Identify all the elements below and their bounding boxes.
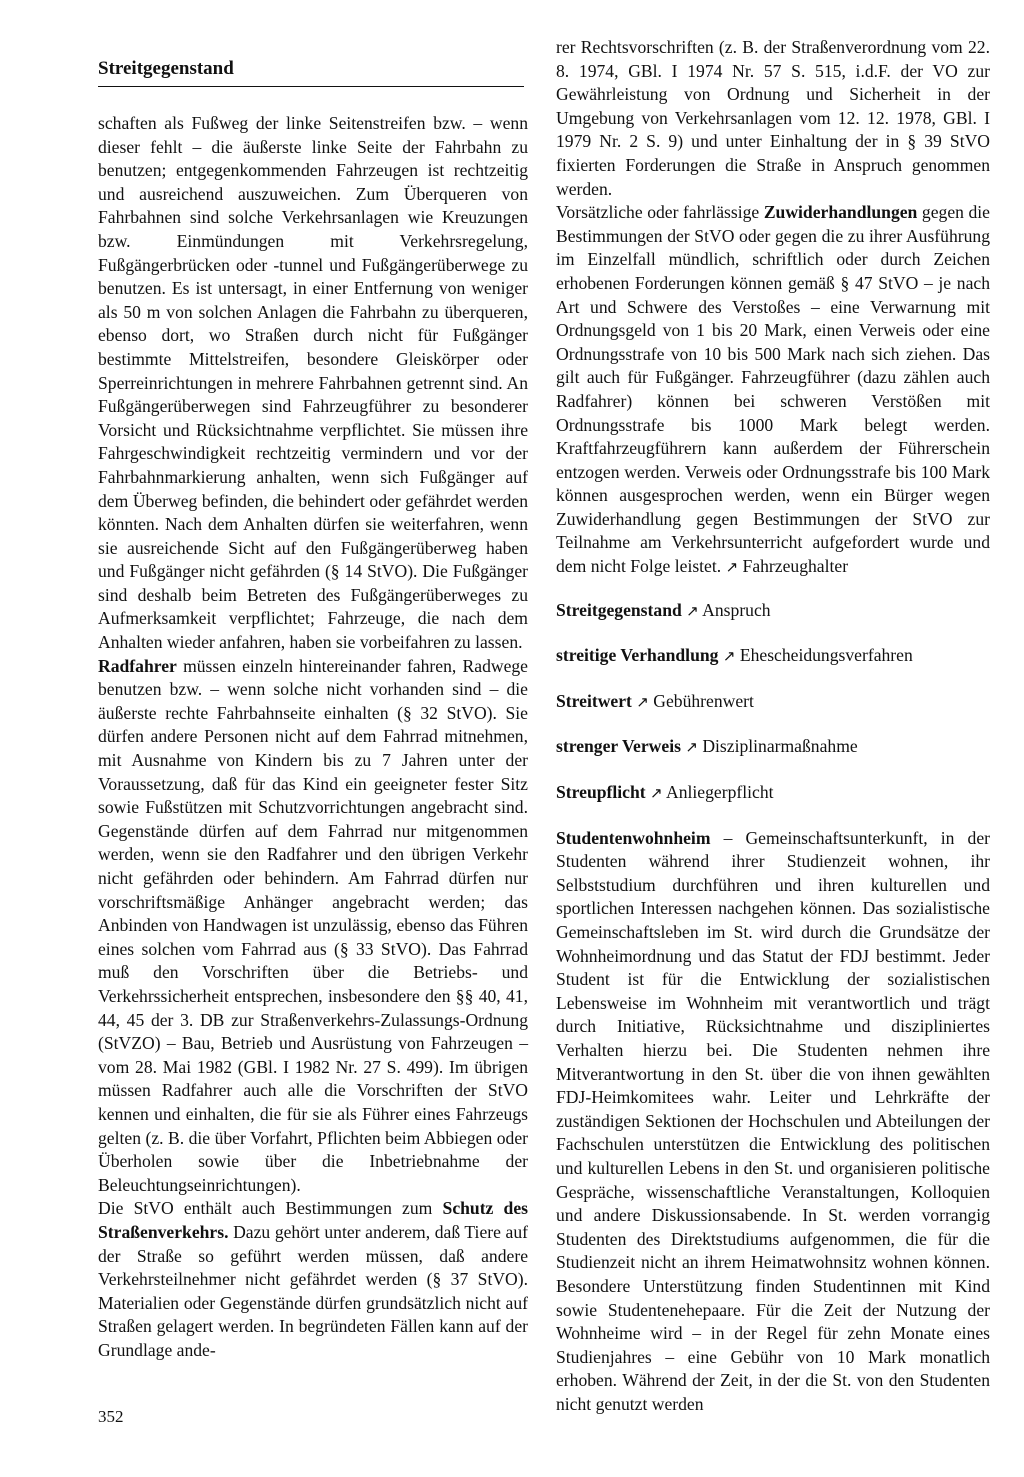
term-radfahrer: Radfahrer [98,655,177,676]
entry-strenger-verweis [556,735,990,760]
cross-reference-arrow-icon: ↗ [686,601,699,620]
term-schutz-des-strassenverkehrs: Schutz des Straßenverkehrs. [98,1198,528,1242]
cross-reference-arrow-icon: ↗ [685,738,698,757]
paragraph-pedestrians: schaften als Fußweg der linke Seitenstreifen bzw. – wenn dieser fehlt – die äußerste linke Seite der Fahrbahn zu benutzen; entgegenkommenden Fahrzeugen ist rechtzeitig und ausreichend auszuweichen. Zum Überqueren von Fahrbahnen sind solche Verkehrsanlagen wie Kreuzungen bzw. Einmündungen mit Verkehrsregelung, Fußgängerbrücken oder -tunnel und Fußgängerüberwege zu benutzen. Es ist untersagt, in einer Entfernung von weniger als 50 m von solchen Anlagen die Fahrbahn zu überqueren, ebenso dort, wo Straßen durch nicht für Fußgänger bestimmte Mittelstreifen, besondere Gleiskörper oder Sperreinrichtungen in mehrere Fahrbahnen getrennt sind. An Fußgängerüberwegen sind Fahrzeugführer zu besonderer Vorsicht und Rücksichtnahme verpflichtet. Sie müssen ihre Fahrgeschwindigkeit rechtzeitig vermindern und vor der Fahrbahnmarkierung anhalten, wenn sich Fußgänger auf dem Überweg befinden, die behindert oder gefährdet werden könnten. Nach dem Anhalten dürfen sie weiterfahren, wenn sie ausreichende Sicht auf den Fußgängerüberweg haben und Fußgänger nicht gefährden (§ 14 StVO). Die Fußgänger sind deshalb beim Betreten des Fußgängerüberweges zu Aufmerksamkeit verpflichtet; Fahrzeuge, die nach dem Anhalten wieder anfahren, haben sie vorbeifahren zu lassen. [98,113,528,653]
cross-reference-arrow-icon: ↗ [650,784,663,803]
cross-reference-link[interactable]: Gebührenwert [648,690,754,711]
right-column [556,36,990,1416]
entry-streitige-verhandlung [556,644,990,669]
paragraph-traffic-protection [98,1197,528,1362]
term-zuwiderhandlungen: Zuwiderhandlungen [763,202,918,223]
entry-streupflicht [556,781,990,806]
cross-reference-link[interactable]: Anliegerpflicht [662,782,774,803]
page-number: 352 [98,1407,124,1426]
cross-reference-link[interactable]: Anspruch [698,599,771,620]
paragraph-text: Die StVO enthält auch Bestimmungen zum [98,1198,443,1219]
paragraph-cyclists [98,655,528,1198]
cross-reference-link[interactable]: Disziplinarmaßnahme [697,736,858,757]
header-rule [98,86,524,87]
entry-term: Streupflicht [556,782,646,803]
paragraph-text: – Gemeinschaftsunterkunft, in der Studenten während ihrer Studienzeit wohnen, ihr Selbststudium durchführen und ihren kulturellen und sportlichen Interessen nachgehen können. Das sozialistische Gemeinschaftsleben im St. wird durch die Grundsätze der Wohnheimordnung und das Statut der FDJ bestimmt. Jeder Student ist für die Entwicklung der sozialistischen Lebensweise im Wohnheim mit verantwortlich und trägt durch Initiative, Rücksichtnahme und diszipliniertes Verhalten hierzu bei. Die Studenten nehmen ihre Mitverantwortung in den St. über die von ihnen gewählten FDJ-Heimkomitees wahr. Leiter und Lehrkräfte der zuständigen Sektionen der Hochschulen und Abteilungen der Fachschulen unterstützen die Entwicklung des politischen und kulturellen Lebens in den St. und organisieren politische Gespräche, wissenschaftliche Veranstaltungen, Kolloquien und andere Diskussionsabende. In St. werden vorrangig Studenten des Direktstudiums aufgenommen, die für die Studienzeit nicht an ihrem Heimatwohnsitz wohnen können. Besondere Unterstützung finden Studentinnen mit Kind sowie Studentenehepaare. Für die Zeit der Nutzung der Wohnheime wird – in der Regel für zehn Monate eines Studienjahres – eine Gebühr von 10 Mark monatlich erhoben. Während der Zeit, in der die St. von den Studenten nicht genutzt werden [556,827,990,1414]
cross-reference-arrow-icon: ↗ [725,558,739,577]
entry-streitwert [556,690,990,715]
paragraph-text: Vorsätzliche oder fahrlässige [556,202,764,223]
cross-reference-arrow-icon: ↗ [722,647,736,666]
cross-reference-arrow-icon: ↗ [636,692,649,711]
paragraph-continuation: rer Rechtsvorschriften (z. B. der Straßenverordnung vom 22. 8. 1974, GBl. I 1974 Nr. 57 S. 515, i.d.F. der VO zur Gewährleistung von Ordnung und Sicherheit in der Umgebung von Verkehrsanlagen vom 12. 12. 1978, GBl. I 1979 Nr. 2 S. 9) und unter Einhaltung der in § 39 StVO fixierten Forderungen die Straße in Anspruch genommen werden. [556,37,990,199]
left-column [98,112,528,1362]
running-header: Streitgegenstand [98,58,234,79]
entry-term: Streitgegenstand [556,599,682,620]
paragraph-violations [556,201,990,580]
cross-reference-link[interactable]: Ehescheidungsverfahren [735,645,913,666]
entry-term: streitige Verhandlung [556,645,719,666]
paragraph-text: Dazu gehört unter anderem, daß Tiere auf der Straße so geführt werden müssen, daß andere Verkehrsteilnehmer nicht gefährdet werden (§ 37 StVO). Materialien oder Gegenstände dürfen grundsätzlich nicht auf Straßen gelagert werden. In begründeten Fällen kann auf der Grundlage ande- [98,1221,528,1360]
entry-studentenwohnheim [556,827,990,1417]
cross-reference-link[interactable]: Fahrzeughalter [738,556,849,577]
paragraph-text: gegen die Bestimmungen der StVO oder gegen die zu ihrer Ausführung im Einzelfall mündlich, schriftlich oder durch Zeichen erhobenen Forderungen können gemäß § 47 StVO – je nach Art und Schwere des Verstoßes – eine Verwarnung mit Ordnungsgeld von 1 bis 20 Mark, einen Verweis oder eine Ordnungsstrafe von 10 bis 500 Mark nach sich ziehen. Das gilt auch für Fußgänger. Fahrzeugführer (dazu zählen auch Radfahrer) können bei schweren Verstößen mit Ordnungsstrafe bis 1000 Mark belegt werden. Kraftfahrzeugführern kann außerdem der Führerschein entzogen werden. Verweis oder Ordnungsstrafe bis 100 Mark können ausgesprochen werden, wenn ein Bürger wegen Zuwiderhandlung gegen Bestimmungen der StVO zur Teilnahme am Verkehrsunterricht aufgefordert wurde und dem nicht Folge leistet. [556,202,990,577]
entry-term: Studentenwohnheim [556,827,711,848]
entry-streitgegenstand [556,599,990,624]
entry-term: Streitwert [556,690,632,711]
paragraph-text: müssen einzeln hintereinander fahren, Radwege benutzen bzw. – wenn solche nicht vorhanden sind – die äußerste rechte Fahrbahnseite einhalten (§ 32 StVO). Sie dürfen andere Personen nicht auf dem Fahrrad mitnehmen, mit Ausnahme von Kindern bis zu 7 Jahren unter der Voraussetzung, daß für das Kind ein geeigneter fester Sitz sowie Fußstützen mit Schutzvorrichtungen angebracht sind. Gegenstände dürfen auf dem Fahrrad nur mitgenommen werden, wenn sie den Radfahrer und den übrigen Verkehr nicht gefährden oder behindern. Am Fahrrad dürfen nur vorschriftsmäßige Anhänger angebracht werden; das Anbinden von Handwagen ist unzulässig, ebenso das Führen eines solchen vom Fahrrad aus (§ 33 StVO). Das Fahrrad muß den Vorschriften über die Betriebs- und Verkehrssicherheit entsprechen, insbesondere den §§ 40, 41, 44, 45 der 3. DB zur Straßenverkehrs-Zulassungs-Ordnung (StVZO) – Bau, Betrieb und Ausrüstung von Fahrzeugen – vom 28. Mai 1982 (GBl. I 1982 Nr. 27 S. 499). Im übrigen müssen Radfahrer auch alle die Vorschriften der StVO kennen und einhalten, die für sie als Führer eines Fahrzeugs gelten (z. B. die über Vorfahrt, Pflichten beim Abbiegen oder Überholen sowie über die Inbetriebnahme der Beleuchtungseinrichtungen). [98,655,528,1195]
entry-term: strenger Verweis [556,736,681,757]
